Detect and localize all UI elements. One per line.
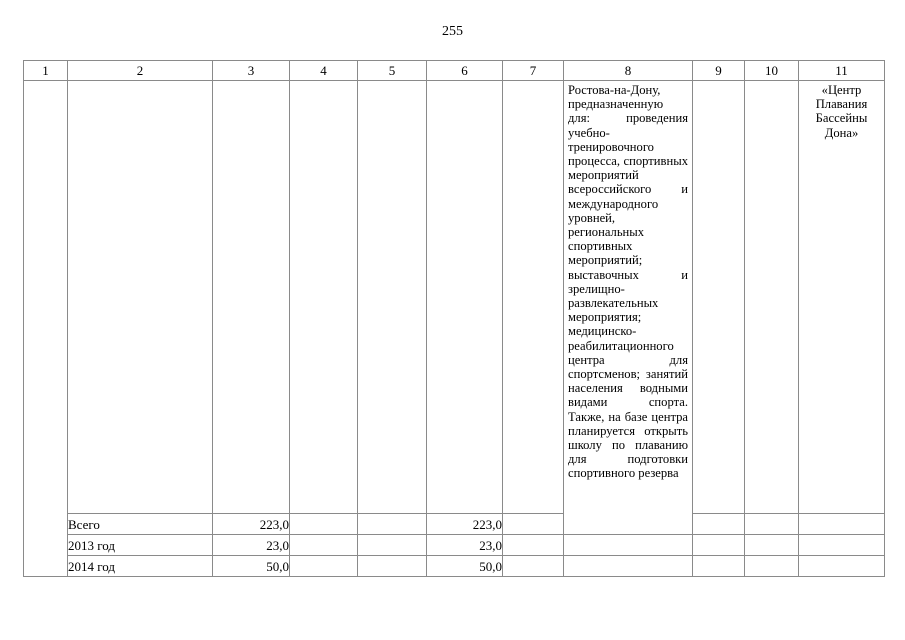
organization-cell (799, 81, 885, 514)
table-row-total (24, 514, 885, 535)
value-col6: 50,0 (427, 556, 503, 577)
table-row (24, 81, 885, 514)
column-header-2: 2 (68, 61, 213, 81)
table-cell-empty (427, 81, 503, 514)
table-cell-empty (799, 556, 885, 577)
column-header-9: 9 (693, 61, 745, 81)
program-table (23, 60, 885, 577)
value-col3: 23,0 (213, 535, 290, 556)
value-col6: 223,0 (427, 514, 503, 535)
row-label: Всего (68, 514, 213, 535)
table-cell-empty (693, 556, 745, 577)
value-col6: 23,0 (427, 535, 503, 556)
table-cell-empty (358, 556, 427, 577)
column-header-5: 5 (358, 61, 427, 81)
table-cell-empty (358, 514, 427, 535)
row-label: 2014 год (68, 556, 213, 577)
column-header-1: 1 (24, 61, 68, 81)
table-cell-empty (290, 556, 358, 577)
column-header-3: 3 (213, 61, 290, 81)
row-number-cell (24, 81, 68, 577)
table-cell-empty (745, 556, 799, 577)
table-cell-empty (745, 514, 799, 535)
table-cell-empty (213, 81, 290, 514)
table-cell-empty (564, 556, 693, 577)
column-header-8: 8 (564, 61, 693, 81)
project-description: Ростова-на-Дону, предназначенную для: проведения учебно-тренировочного процесса, спортивных мероприятий всероссийского и международного уровней, региональных спортивных мероприятий; выставочных и зрелищно-развлекательных мероприятия; медицинско- реабилитационного центра для спортсменов; занятий населения водными видами спорта. Также, на базе центра планируется открыть школу по плаванию для подготовки спортивного резерва (568, 83, 688, 481)
table-cell-empty (745, 535, 799, 556)
table-cell-empty (358, 81, 427, 514)
table-row-2013 (24, 535, 885, 556)
column-header-10: 10 (745, 61, 799, 81)
column-header-11: 11 (799, 61, 885, 81)
table-cell-empty (290, 535, 358, 556)
organization-name: «Центр Плавания Бассейны Дона» (815, 83, 868, 140)
column-number-row (24, 61, 885, 81)
description-cell (564, 81, 693, 535)
table-cell-empty (358, 535, 427, 556)
table-cell-empty (693, 535, 745, 556)
value-col3: 50,0 (213, 556, 290, 577)
table-cell-empty (503, 556, 564, 577)
table-cell-empty (564, 535, 693, 556)
table-cell-empty (503, 81, 564, 514)
table-cell-empty (745, 81, 799, 514)
table-cell-empty (290, 81, 358, 514)
table-cell-empty (290, 514, 358, 535)
table-cell-empty (693, 81, 745, 514)
value-col3: 223,0 (213, 514, 290, 535)
table-cell-empty (503, 535, 564, 556)
column-header-6: 6 (427, 61, 503, 81)
table-cell-empty (799, 514, 885, 535)
table-cell-empty (799, 535, 885, 556)
page-number: 255 (442, 24, 463, 39)
row-label: 2013 год (68, 535, 213, 556)
table-cell-empty (503, 514, 564, 535)
column-header-7: 7 (503, 61, 564, 81)
table-row-2014 (24, 556, 885, 577)
column-header-4: 4 (290, 61, 358, 81)
table-cell-empty (68, 81, 213, 514)
table-cell-empty (693, 514, 745, 535)
